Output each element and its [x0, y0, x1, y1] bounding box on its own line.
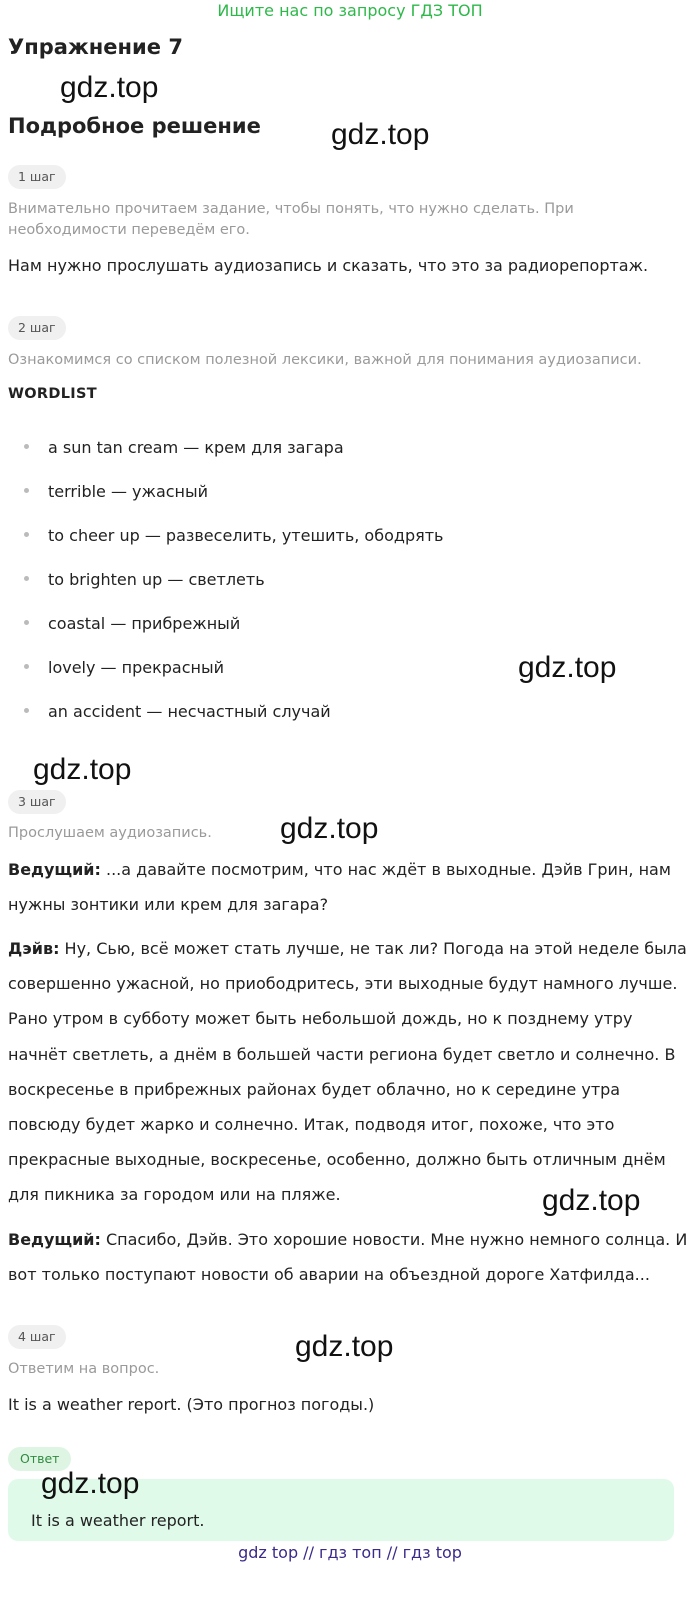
wordlist-entry: an accident — несчастный случай: [48, 702, 331, 721]
bullet-icon: [24, 620, 29, 625]
bullet-icon: [24, 532, 29, 537]
speaker-name: Ведущий:: [8, 860, 101, 879]
dialogue-line: [8, 1222, 696, 1292]
dialogue-line: [8, 931, 696, 1213]
list-item: [24, 570, 265, 589]
watermark: gdz.top: [331, 118, 430, 151]
wordlist-entry: coastal — прибрежный: [48, 614, 241, 633]
speaker-name: Ведущий:: [8, 1230, 101, 1249]
step-badge: 2 шаг: [8, 316, 66, 340]
bullet-icon: [24, 708, 29, 713]
wordlist-entry: lovely — прекрасный: [48, 658, 225, 677]
answer-badge: Ответ: [8, 1447, 71, 1471]
step-hint: Ответим на вопрос.: [8, 1361, 160, 1377]
wordlist-title: WORDLIST: [8, 386, 97, 402]
watermark: gdz.top: [41, 1467, 140, 1500]
exercise-title: Упражнение 7: [8, 35, 183, 59]
wordlist-entry: a sun tan cream — крем для загара: [48, 438, 344, 457]
wordlist-entry: terrible — ужасный: [48, 482, 209, 501]
bullet-icon: [24, 576, 29, 581]
dialogue-text: ...а давайте посмотрим, что нас ждёт в выходные. Дэйв Грин, нам нужны зонтики или крем для загара?: [8, 860, 671, 915]
wordlist-entry: to brighten up — светлеть: [48, 570, 265, 589]
list-item: [24, 614, 240, 633]
dialogue-line: [8, 852, 696, 922]
step-badge: 4 шаг: [8, 1325, 66, 1349]
watermark: gdz.top: [60, 71, 159, 104]
list-item: [24, 702, 331, 721]
step-badge: 3 шаг: [8, 790, 66, 814]
watermark: gdz.top: [33, 753, 132, 786]
watermark: gdz.top: [518, 651, 617, 684]
watermark: gdz.top: [295, 1330, 394, 1363]
step-hint: Прослушаем аудиозапись.: [8, 825, 212, 841]
step-hint: Внимательно прочитаем задание, чтобы понять, что нужно сделать. При необходимости переведём его.: [8, 201, 574, 238]
step-text: It is a weather report. (Это прогноз погоды.): [8, 1395, 375, 1414]
dialogue-text: Спасибо, Дэйв. Это хорошие новости. Мне нужно немного солнца. И вот только поступают новости об аварии на объездной дороге Хатфилда...: [8, 1230, 688, 1285]
list-item: [24, 526, 443, 545]
answer-text: It is a weather report.: [31, 1511, 205, 1530]
watermark: gdz.top: [542, 1184, 641, 1217]
step-badge: 1 шаг: [8, 165, 66, 189]
bullet-icon: [24, 488, 29, 493]
list-item: [24, 438, 344, 457]
dialogue-text: Ну, Сью, всё может стать лучше, не так ли? Погода на этой неделе была совершенно ужасной, но приободритесь, эти выходные будут намного лучше. Рано утром в субботу может быть небольшой дождь, но к позднему утру начнёт светлеть, а днём в большей части региона будет светло и солнечно. В воскресенье в прибрежных районах будет облачно, но к середине утра повсюду будет жарко и солнечно. Итак, подводя итог, похоже, что это прекрасные выходные, воскресенье, особенно, должно быть отличным днём для пикника за городом или на пляже.: [8, 939, 687, 1205]
list-item: [24, 482, 208, 501]
wordlist-entry: to cheer up — развеселить, утешить, ободрять: [48, 526, 444, 545]
footer-links[interactable]: gdz top // гдз топ // гдз top: [238, 1543, 462, 1562]
list-item: [24, 658, 224, 677]
search-banner[interactable]: Ищите нас по запросу ГДЗ ТОП: [217, 1, 483, 20]
speaker-name: Дэйв:: [8, 939, 60, 958]
step-text: Нам нужно прослушать аудиозапись и сказать, что это за радиорепортаж.: [8, 256, 649, 275]
watermark: gdz.top: [280, 812, 379, 845]
step-hint: Ознакомимся со списком полезной лексики, важной для понимания аудиозаписи.: [8, 352, 642, 368]
bullet-icon: [24, 664, 29, 669]
bullet-icon: [24, 444, 29, 449]
solution-title: Подробное решение: [8, 114, 261, 138]
